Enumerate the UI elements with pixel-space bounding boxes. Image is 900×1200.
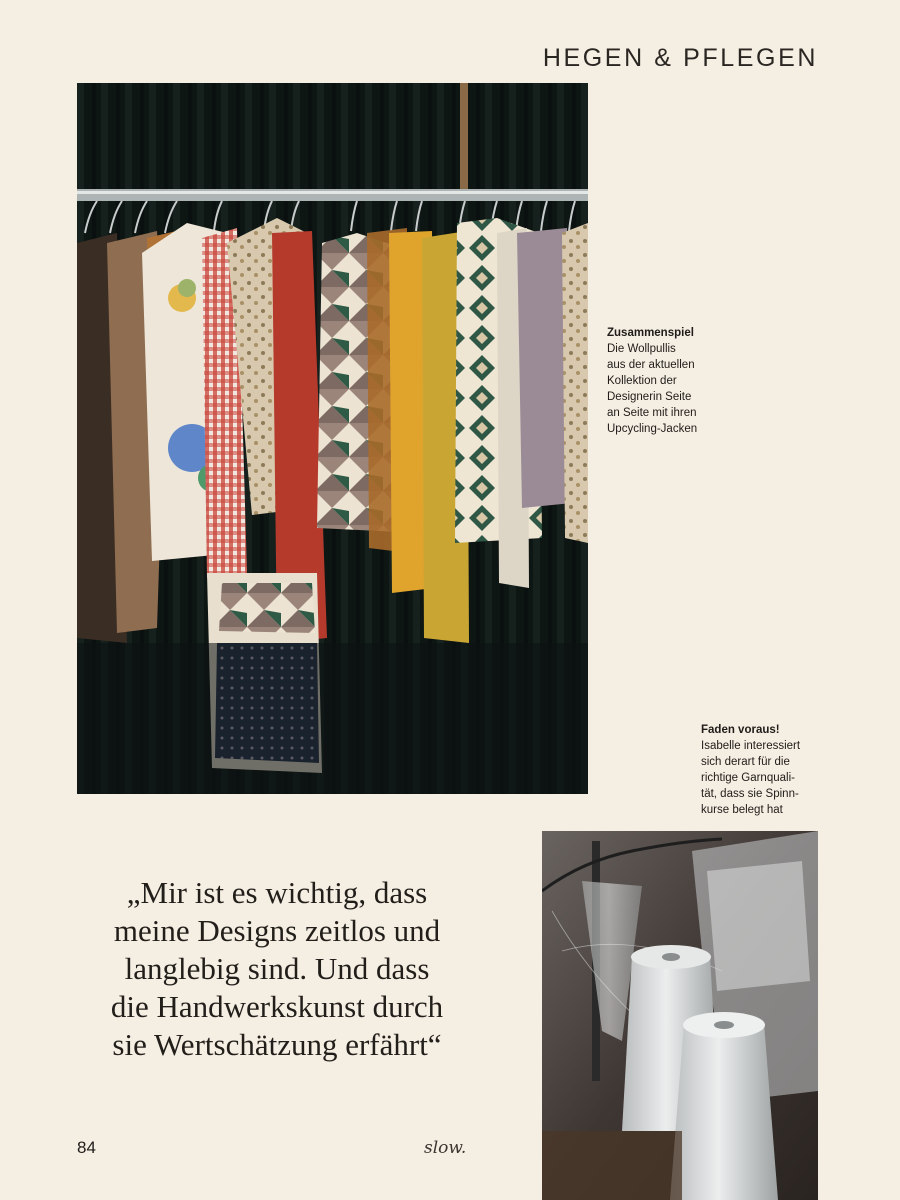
pull-quote: „Mir ist es wichtig, dass meine Designs zeitlos und langlebig sind. Und dass die Handwerkskunst durch sie Wertschätzung erfährt“ — [110, 875, 444, 1062]
caption-title: Zusammenspiel — [607, 327, 694, 339]
page-number: 84 — [77, 1138, 96, 1157]
section-title: HEGEN & PFLEGEN — [542, 44, 818, 72]
yarn-cones-photo — [542, 831, 818, 1200]
magazine-logo: slow. — [424, 1138, 467, 1158]
clothes-rack-photo — [77, 83, 588, 794]
caption-title: Faden voraus! — [701, 724, 780, 736]
caption-body: Isabelle interessiert sich derart für die richtige Garnquali- tät, dass sie Spinn- kurse belegt hat — [701, 740, 801, 816]
caption-faden-voraus — [701, 722, 821, 818]
caption-body: Die Wollpullis aus der aktuellen Kollektion der Designerin Seite an Seite mit ihren Upcycling-Jacken — [607, 343, 698, 435]
caption-zusammenspiel — [607, 325, 747, 437]
